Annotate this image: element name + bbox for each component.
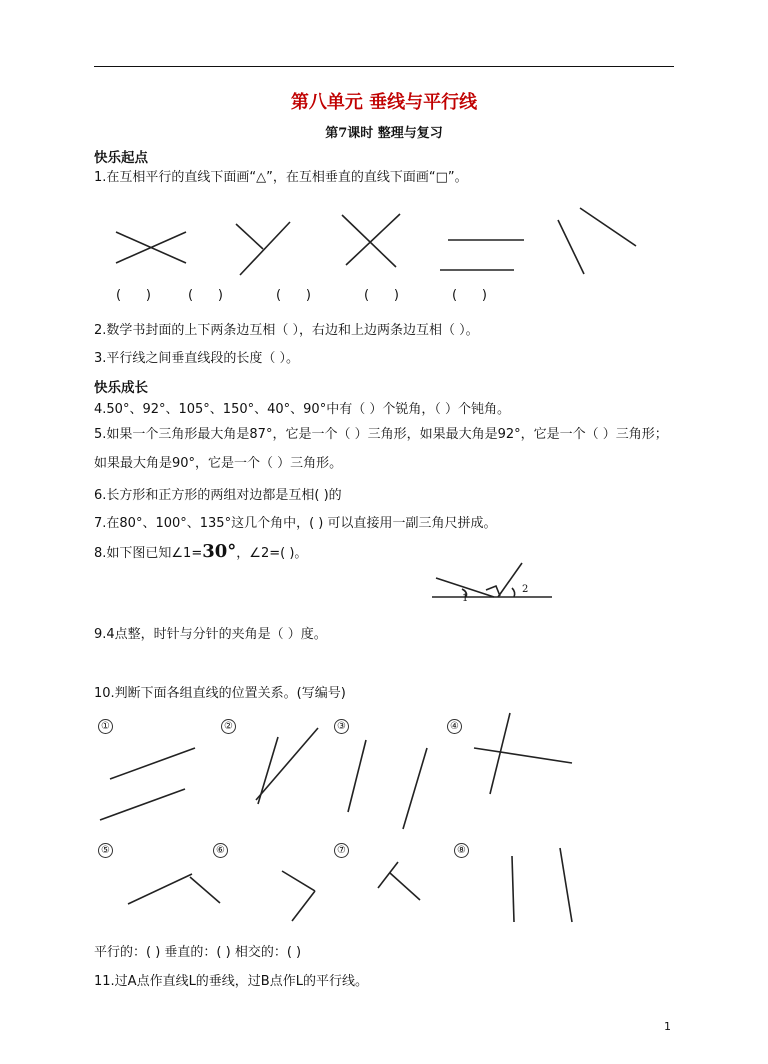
- q1-figure-1: [116, 232, 186, 263]
- question-6: 6.长方形和正方形的两组对边都是互相( )的: [94, 488, 342, 503]
- question-5: 5.如果一个三角形最大角是87°，它是一个（ ）三角形，如果最大角是92°，它是一个（ ）三角形；如果最大角是90°，它是一个（ ）三角形。: [94, 427, 668, 471]
- q1-answer-1[interactable]: ( ): [116, 288, 151, 303]
- q10-figure-5: [128, 874, 220, 904]
- q10-label-3: ③: [334, 719, 349, 734]
- q8-suffix: ，∠2=( )。: [236, 546, 308, 561]
- question-2: 2.数学书封面的上下两条边互相（ ），右边和上边两条边互相（ ）。: [94, 323, 479, 338]
- q1-figure-5: [558, 208, 636, 274]
- q1-figure-2: [236, 222, 290, 275]
- question-3: 3.平行线之间垂直线段的长度（ ）。: [94, 351, 300, 366]
- q1-figure-3: [342, 214, 400, 267]
- q10-figure-7: [378, 862, 420, 900]
- q8-figure: [432, 563, 552, 597]
- q10-label-7: ⑦: [334, 843, 349, 858]
- q10-figure-8: [512, 848, 572, 922]
- question-9: 9.4点整，时针与分针的夹角是（ ）度。: [94, 627, 327, 642]
- q10-label-2: ②: [221, 719, 236, 734]
- q8-angle-2-label: 2: [522, 584, 529, 595]
- question-1: 1.在互相平行的直线下面画“△”，在互相垂直的直线下面画“□”。: [94, 170, 468, 185]
- q1-answer-2[interactable]: ( ): [188, 288, 223, 303]
- question-7: 7.在80°、100°、135°这几个角中，( ) 可以直接用一副三角尺拼成。: [94, 516, 497, 531]
- q1-answer-5[interactable]: ( ): [452, 288, 487, 303]
- page-title: 第八单元 垂线与平行线: [290, 92, 478, 113]
- section-heading-start: 快乐起点: [94, 150, 148, 166]
- q10-figure-4: [474, 713, 572, 794]
- page-subtitle: 第7课时 整理与复习: [325, 126, 443, 141]
- q8-angle-1-label: 1: [462, 593, 469, 604]
- section-heading-grow: 快乐成长: [94, 380, 148, 396]
- q10-figure-1: [100, 748, 195, 820]
- page-number: 1: [664, 1020, 671, 1033]
- q8-prefix: 8.如下图已知∠1=: [94, 546, 203, 561]
- q10-answer-row: 平行的：( ) 垂直的：( ) 相交的：( ): [94, 945, 302, 960]
- q10-figure-3: [348, 740, 427, 829]
- q10-label-6: ⑥: [213, 843, 228, 858]
- q10-label-4: ④: [447, 719, 462, 734]
- q1-figure-4: [440, 240, 524, 270]
- q10-label-8: ⑧: [454, 843, 469, 858]
- question-4: 4.50°、92°、105°、150°、40°、90°中有（ ）个锐角，（ ）个钝角。: [94, 402, 510, 417]
- question-10: 10.判断下面各组直线的位置关系。(写编号): [94, 686, 346, 701]
- q8-angle-value: 30°: [202, 541, 237, 562]
- q10-figure-6: [282, 871, 315, 921]
- q10-label-1: ①: [98, 719, 113, 734]
- q1-answer-4[interactable]: ( ): [364, 288, 399, 303]
- q1-answer-3[interactable]: ( ): [276, 288, 311, 303]
- q10-label-5: ⑤: [98, 843, 113, 858]
- q10-figure-2: [256, 728, 318, 804]
- question-11: 11.过A点作直线L的垂线，过B点作L的平行线。: [94, 974, 368, 989]
- question-8: [94, 541, 307, 562]
